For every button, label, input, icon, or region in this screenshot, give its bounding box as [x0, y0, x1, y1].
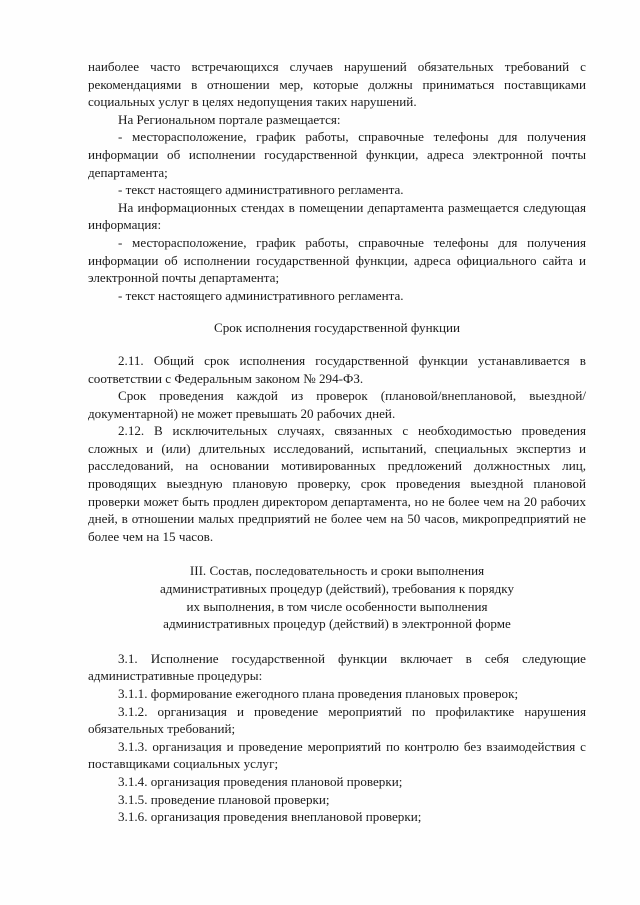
heading-execution-term: Срок исполнения государственной функции: [213, 320, 460, 336]
heading-section-3-line: административных процедур (действий), требования к порядку: [159, 581, 514, 597]
list-item-3-1-4: 3.1.4. организация проведения плановой проверки;: [118, 773, 403, 789]
paragraph-inspection-duration: Срок проведения каждой из проверок (плановой/внеплановой, выездной/документарной) не может превышать 20 рабочих дней.: [88, 388, 586, 421]
list-item-3-1-2: 3.1.2. организация и проведение мероприятий по профилактике нарушения обязательных требований;: [88, 703, 586, 737]
list-item-3-1-1: 3.1.1. формирование ежегодного плана проведения плановых проверок;: [118, 686, 519, 701]
paragraph-3-1: 3.1. Исполнение государственной функции включает в себя следующие административные процедуры:: [88, 650, 586, 684]
list-item-3-1-5: 3.1.5. проведение плановой проверки;: [118, 791, 330, 807]
heading-section-3-line: III. Состав, последовательность и сроки выполнения: [189, 563, 485, 579]
document-body: [88, 58, 586, 826]
list-item-stands-location: - месторасположение, график работы, справочные телефоны для получения информации об исполнении государственной функции, адреса официального сайта и электронной почты департамента;: [88, 234, 586, 286]
heading-section-3-line: административных процедур (действий) в электронной форме: [163, 616, 511, 632]
paragraph-violations-continued: наиболее часто встречающихся случаев нарушений обязательных требований с рекомендациями в отношении мер, которые должны приниматься поставщиками социальных услуг в целях недопущения таких нарушений.: [88, 59, 586, 110]
list-item-3-1-3: 3.1.3. организация и проведение мероприятий по контролю без взаимодействия с поставщиками социальных услуг;: [88, 738, 586, 772]
paragraph-2-11: 2.11. Общий срок исполнения государственной функции устанавливается в соответствии с Федеральным законом № 294-ФЗ.: [88, 352, 586, 386]
list-item-3-1-6: 3.1.6. организация проведения внеплановой проверки;: [118, 809, 422, 825]
paragraph-info-stands: На информационных стендах в помещении департамента размещается следующая информация:: [88, 199, 586, 233]
list-item-stands-regulation: - текст настоящего административного регламента.: [118, 287, 404, 303]
list-item-portal-location: - месторасположение, график работы, справочные телефоны для получения информации об исполнении государственной функции, адреса электронной почты департамента;: [88, 129, 586, 180]
paragraph-regional-portal: На Региональном портале размещается:: [118, 111, 341, 127]
list-item-portal-regulation: - текст настоящего административного регламента.: [118, 182, 404, 198]
heading-section-3-line: их выполнения, в том числе особенности выполнения: [186, 598, 488, 614]
paragraph-2-12: 2.12. В исключительных случаях, связанных с необходимостью проведения сложных и (или) длительных исследований, испытаний, специальных экспертиз и расследований, на основании мотивированных предложений должностных лиц, проводящих выездную плановую проверку, срок проведения выездной плановой проверки может быть продлен директором департамента, но не более чем на 20 рабочих дней, в отношении малых предприятий не более чем на 50 часов, микропредприятий не более чем на 15 часов.: [88, 423, 586, 544]
heading-section-3: [88, 562, 586, 632]
